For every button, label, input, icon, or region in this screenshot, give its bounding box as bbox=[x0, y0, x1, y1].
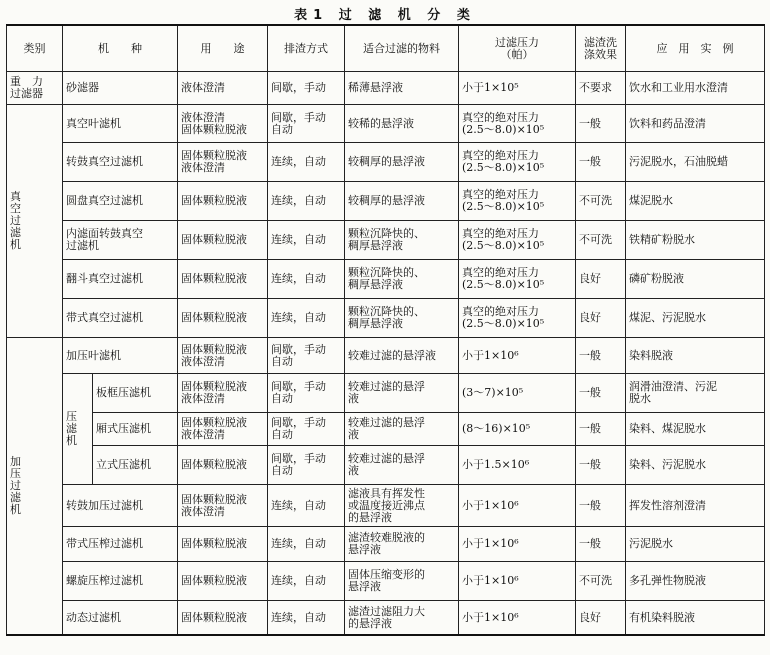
pressure-cell: 小于1×10⁶ bbox=[459, 485, 576, 527]
material-cell: 滤渣过滤阻力大 的悬浮液 bbox=[345, 601, 459, 636]
machine-cell: 带式真空过滤机 bbox=[63, 299, 178, 338]
table-row bbox=[7, 527, 765, 562]
pressure-cell: 小于1×10⁵ bbox=[459, 72, 576, 105]
machine-cell: 立式压滤机 bbox=[93, 446, 178, 485]
use-cell: 液体澄清 bbox=[178, 72, 268, 105]
wash-cell: 不要求 bbox=[576, 72, 626, 105]
material-cell: 较难过滤的悬浮液 bbox=[345, 338, 459, 374]
wash-cell: 良好 bbox=[576, 260, 626, 299]
material-cell: 稀薄悬浮液 bbox=[345, 72, 459, 105]
wash-cell: 良好 bbox=[576, 299, 626, 338]
discharge-cell: 间歇，手动 自动 bbox=[268, 338, 345, 374]
machine-cell: 螺旋压榨过滤机 bbox=[63, 562, 178, 601]
example-cell: 煤泥、污泥脱水 bbox=[626, 299, 765, 338]
pressure-cell: 真空的绝对压力 (2.5～8.0)×10⁵ bbox=[459, 143, 576, 182]
discharge-cell: 连续，自动 bbox=[268, 601, 345, 636]
category-gravity: 重 力 过滤器 bbox=[7, 72, 63, 105]
example-cell: 染料、污泥脱水 bbox=[626, 446, 765, 485]
wash-cell: 不可洗 bbox=[576, 182, 626, 221]
pressure-cell: 真空的绝对压力 (2.5～8.0)×10⁵ bbox=[459, 221, 576, 260]
material-cell: 滤液具有挥发性 或温度接近沸点 的悬浮液 bbox=[345, 485, 459, 527]
use-cell: 固体颗粒脱液 液体澄清 bbox=[178, 485, 268, 527]
wash-cell: 一般 bbox=[576, 143, 626, 182]
material-cell: 固体压缩变形的 悬浮液 bbox=[345, 562, 459, 601]
example-cell: 饮水和工业用水澄清 bbox=[626, 72, 765, 105]
wash-cell: 一般 bbox=[576, 105, 626, 143]
example-cell: 染料、煤泥脱水 bbox=[626, 413, 765, 446]
example-cell: 有机染料脱液 bbox=[626, 601, 765, 636]
category-vacuum: 真 空 过 滤 机 bbox=[7, 105, 63, 338]
discharge-cell: 连续，自动 bbox=[268, 299, 345, 338]
example-cell: 煤泥脱水 bbox=[626, 182, 765, 221]
machine-cell: 厢式压滤机 bbox=[93, 413, 178, 446]
wash-cell: 一般 bbox=[576, 338, 626, 374]
discharge-cell: 连续，自动 bbox=[268, 485, 345, 527]
table-row bbox=[7, 221, 765, 260]
machine-cell: 真空叶滤机 bbox=[63, 105, 178, 143]
machine-cell: 带式压榨过滤机 bbox=[63, 527, 178, 562]
use-cell: 固体颗粒脱液 bbox=[178, 260, 268, 299]
discharge-cell: 间歇，手动 自动 bbox=[268, 446, 345, 485]
pressure-cell: 小于1×10⁶ bbox=[459, 601, 576, 636]
example-cell: 润滑油澄清、污泥 脱水 bbox=[626, 374, 765, 413]
discharge-cell: 间歇，手动 bbox=[268, 72, 345, 105]
example-cell: 污泥脱水，石油脱蜡 bbox=[626, 143, 765, 182]
table-row bbox=[7, 413, 765, 446]
use-cell: 固体颗粒脱液 液体澄清 bbox=[178, 143, 268, 182]
example-cell: 多孔弹性物脱液 bbox=[626, 562, 765, 601]
wash-cell: 不可洗 bbox=[576, 221, 626, 260]
machine-cell: 翻斗真空过滤机 bbox=[63, 260, 178, 299]
use-cell: 固体颗粒脱液 液体澄清 bbox=[178, 338, 268, 374]
discharge-cell: 间歇，手动 自动 bbox=[268, 413, 345, 446]
example-cell: 磷矿粉脱液 bbox=[626, 260, 765, 299]
use-cell: 固体颗粒脱液 bbox=[178, 182, 268, 221]
wash-cell: 良好 bbox=[576, 601, 626, 636]
use-cell: 固体颗粒脱液 bbox=[178, 299, 268, 338]
pressure-cell: 小于1×10⁶ bbox=[459, 562, 576, 601]
pressure-cell: 真空的绝对压力 (2.5～8.0)×10⁵ bbox=[459, 182, 576, 221]
wash-cell: 一般 bbox=[576, 413, 626, 446]
table-row bbox=[7, 260, 765, 299]
machine-cell: 内滤面转鼓真空 过滤机 bbox=[63, 221, 178, 260]
pressure-cell: 真空的绝对压力 (2.5～8.0)×10⁵ bbox=[459, 299, 576, 338]
example-cell: 污泥脱水 bbox=[626, 527, 765, 562]
discharge-cell: 连续，自动 bbox=[268, 260, 345, 299]
table-row bbox=[7, 299, 765, 338]
pressure-cell: (8～16)×10⁵ bbox=[459, 413, 576, 446]
table-row bbox=[7, 485, 765, 527]
pressure-cell: 真空的绝对压力 (2.5～8.0)×10⁵ bbox=[459, 260, 576, 299]
example-cell: 挥发性溶剂澄清 bbox=[626, 485, 765, 527]
header-example: 应 用 实 例 bbox=[626, 25, 765, 72]
use-cell: 固体颗粒脱液 液体澄清 bbox=[178, 413, 268, 446]
header-machine: 机 种 bbox=[63, 25, 178, 72]
use-cell: 固体颗粒脱液 bbox=[178, 446, 268, 485]
header-wash: 滤渣洗 涤效果 bbox=[576, 25, 626, 72]
material-cell: 颗粒沉降快的、 稠厚悬浮液 bbox=[345, 260, 459, 299]
table-row bbox=[7, 105, 765, 143]
machine-cell: 砂滤器 bbox=[63, 72, 178, 105]
machine-cell: 板框压滤机 bbox=[93, 374, 178, 413]
header-use: 用 途 bbox=[178, 25, 268, 72]
table-row bbox=[7, 601, 765, 636]
use-cell: 固体颗粒脱液 bbox=[178, 221, 268, 260]
use-cell: 固体颗粒脱液 bbox=[178, 562, 268, 601]
pressure-cell: (3～7)×10⁵ bbox=[459, 374, 576, 413]
header-row bbox=[7, 25, 765, 72]
example-cell: 染料脱液 bbox=[626, 338, 765, 374]
filter-classification-table bbox=[6, 24, 765, 636]
table-row bbox=[7, 446, 765, 485]
table-title: 表1 过 滤 机 分 类 bbox=[294, 8, 476, 23]
material-cell: 滤渣较难脱液的 悬浮液 bbox=[345, 527, 459, 562]
material-cell: 较稠厚的悬浮液 bbox=[345, 143, 459, 182]
header-material: 适合过滤的物料 bbox=[345, 25, 459, 72]
machine-cell: 圆盘真空过滤机 bbox=[63, 182, 178, 221]
example-cell: 铁精矿粉脱水 bbox=[626, 221, 765, 260]
material-cell: 颗粒沉降快的、 稠厚悬浮液 bbox=[345, 299, 459, 338]
material-cell: 较稀的悬浮液 bbox=[345, 105, 459, 143]
pressure-cell: 小于1.5×10⁶ bbox=[459, 446, 576, 485]
wash-cell: 一般 bbox=[576, 527, 626, 562]
use-cell: 固体颗粒脱液 bbox=[178, 527, 268, 562]
table-row bbox=[7, 562, 765, 601]
discharge-cell: 连续，自动 bbox=[268, 143, 345, 182]
wash-cell: 一般 bbox=[576, 374, 626, 413]
discharge-cell: 连续，自动 bbox=[268, 221, 345, 260]
wash-cell: 不可洗 bbox=[576, 562, 626, 601]
pressure-cell: 小于1×10⁶ bbox=[459, 527, 576, 562]
material-cell: 较稠厚的悬浮液 bbox=[345, 182, 459, 221]
material-cell: 较难过滤的悬浮 液 bbox=[345, 446, 459, 485]
use-cell: 液体澄清 固体颗粒脱液 bbox=[178, 105, 268, 143]
table-row bbox=[7, 338, 765, 374]
discharge-cell: 连续，自动 bbox=[268, 562, 345, 601]
example-cell: 饮料和药品澄清 bbox=[626, 105, 765, 143]
discharge-cell: 间歇，手动 自动 bbox=[268, 105, 345, 143]
table-row bbox=[7, 72, 765, 105]
discharge-cell: 间歇，手动 自动 bbox=[268, 374, 345, 413]
material-cell: 颗粒沉降快的、 稠厚悬浮液 bbox=[345, 221, 459, 260]
machine-cell: 转鼓加压过滤机 bbox=[63, 485, 178, 527]
machine-cell: 转鼓真空过滤机 bbox=[63, 143, 178, 182]
table-row bbox=[7, 374, 765, 413]
pressure-cell: 真空的绝对压力 (2.5～8.0)×10⁵ bbox=[459, 105, 576, 143]
machine-cell: 动态过滤机 bbox=[63, 601, 178, 636]
table-row bbox=[7, 182, 765, 221]
press-subgroup-label: 压 滤 机 bbox=[63, 374, 93, 485]
header-discharge: 排渣方式 bbox=[268, 25, 345, 72]
pressure-cell: 小于1×10⁶ bbox=[459, 338, 576, 374]
material-cell: 较难过滤的悬浮 液 bbox=[345, 374, 459, 413]
use-cell: 固体颗粒脱液 液体澄清 bbox=[178, 374, 268, 413]
header-pressure: 过滤压力 （帕） bbox=[459, 25, 576, 72]
material-cell: 较难过滤的悬浮 液 bbox=[345, 413, 459, 446]
category-pressure: 加 压 过 滤 机 bbox=[7, 338, 63, 636]
discharge-cell: 连续，自动 bbox=[268, 182, 345, 221]
discharge-cell: 连续，自动 bbox=[268, 527, 345, 562]
use-cell: 固体颗粒脱液 bbox=[178, 601, 268, 636]
machine-cell: 加压叶滤机 bbox=[63, 338, 178, 374]
header-category: 类别 bbox=[7, 25, 63, 72]
wash-cell: 一般 bbox=[576, 446, 626, 485]
wash-cell: 一般 bbox=[576, 485, 626, 527]
table-row bbox=[7, 143, 765, 182]
